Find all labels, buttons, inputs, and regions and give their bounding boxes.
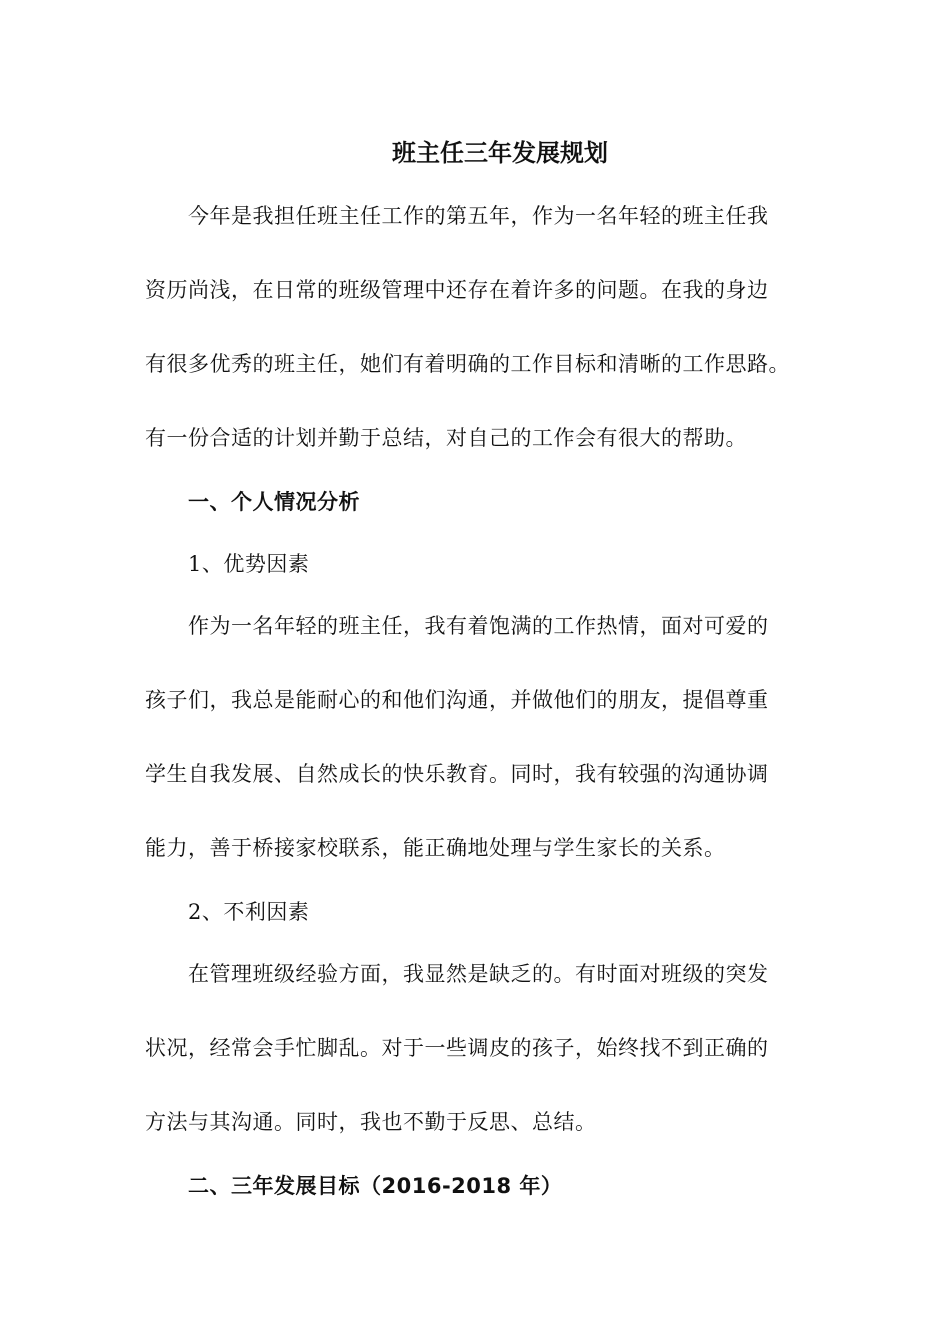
sub2-line-2: 状况，经常会手忙脚乱。对于一些调皮的孩子，始终找不到正确的 — [145, 1036, 769, 1060]
section1-heading: 一、个人情况分析 — [188, 490, 360, 514]
sub1-line-1: 作为一名年轻的班主任，我有着饱满的工作热情，面对可爱的 — [188, 614, 769, 638]
sub2-heading: 2、不利因素 — [188, 900, 310, 924]
intro-line-4: 有一份合适的计划并勤于总结，对自己的工作会有很大的帮助。 — [145, 426, 747, 450]
sub1-heading: 1、优势因素 — [188, 552, 310, 576]
intro-line-1: 今年是我担任班主任工作的第五年，作为一名年轻的班主任我 — [188, 204, 769, 228]
sub2-line-3: 方法与其沟通。同时，我也不勤于反思、总结。 — [145, 1110, 597, 1134]
sub1-line-2: 孩子们，我总是能耐心的和他们沟通，并做他们的朋友，提倡尊重 — [145, 688, 769, 712]
sub1-line-4: 能力，善于桥接家校联系，能正确地处理与学生家长的关系。 — [145, 836, 726, 860]
document-title: 班主任三年发展规划 — [392, 139, 608, 167]
section2-heading: 二、三年发展目标（2016-2018 年） — [188, 1174, 563, 1198]
intro-line-3: 有很多优秀的班主任，她们有着明确的工作目标和清晰的工作思路。 — [145, 352, 790, 376]
sub1-line-3: 学生自我发展、自然成长的快乐教育。同时，我有较强的沟通协调 — [145, 762, 769, 786]
intro-line-2: 资历尚浅，在日常的班级管理中还存在着许多的问题。在我的身边 — [145, 278, 769, 302]
sub2-line-1: 在管理班级经验方面，我显然是缺乏的。有时面对班级的突发 — [188, 962, 769, 986]
